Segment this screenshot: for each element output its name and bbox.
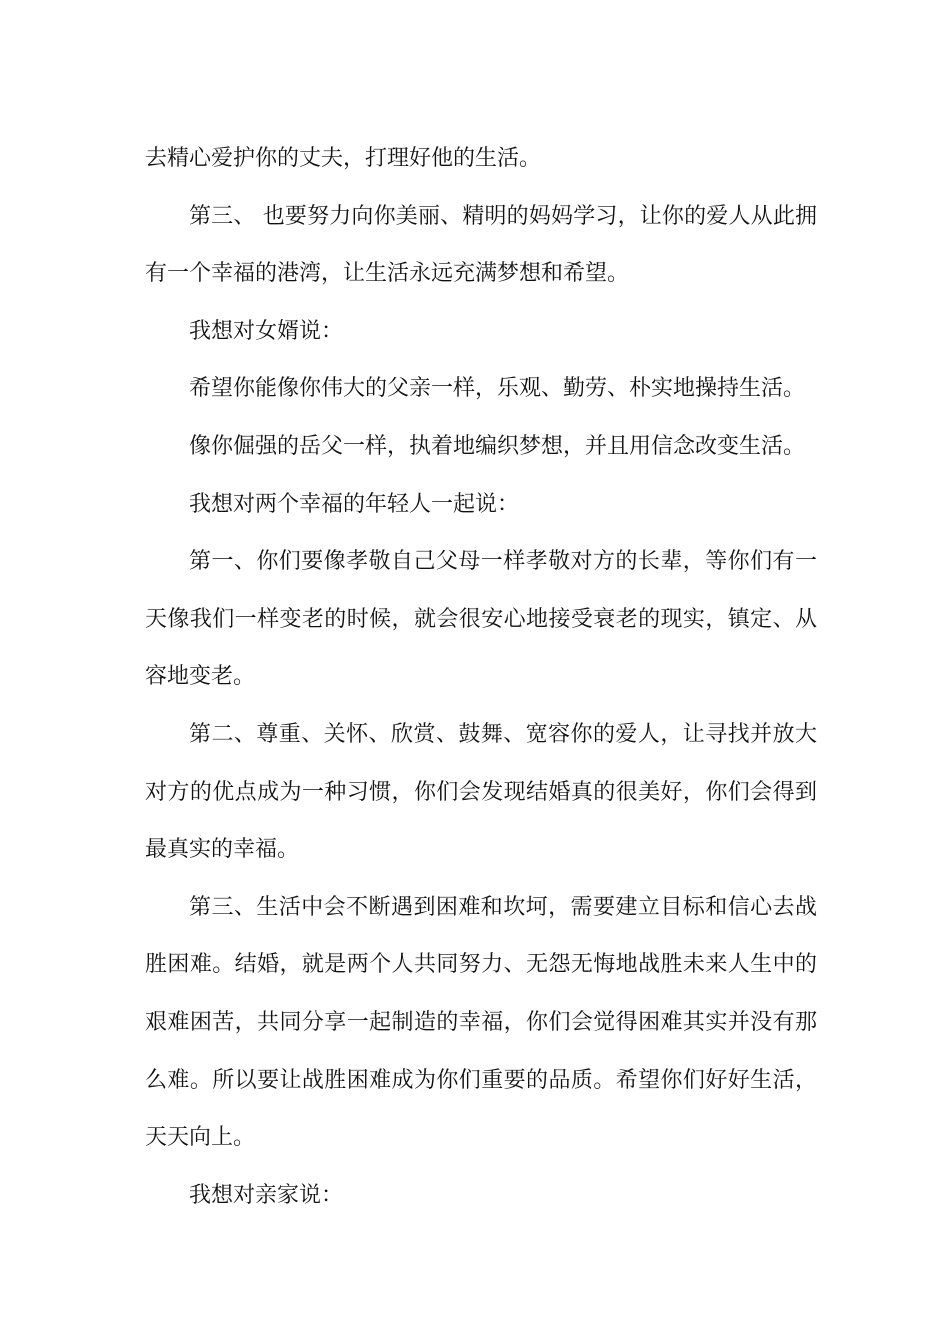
paragraph-2: 第三、 也要努力向你美丽、精明的妈妈学习，让你的爱人从此拥有一个幸福的港湾，让生活永远充满梦想和希望。	[145, 203, 817, 287]
paragraph-10: 我想对亲家说：	[189, 1182, 344, 1208]
paragraph-3: 我想对女婿说：	[189, 318, 344, 344]
paragraph-4: 希望你能像你伟大的父亲一样，乐观、勤劳、朴实地操持生活。	[189, 376, 806, 402]
paragraph-5: 像你倔强的岳父一样，执着地编织梦想，并且用信念改变生活。	[189, 433, 806, 459]
paragraph-1: 去精心爱护你的丈夫，打理好他的生活。	[145, 146, 542, 171]
document-body	[145, 130, 817, 1224]
paragraph-6: 我想对两个幸福的年轻人一起说：	[189, 491, 520, 517]
paragraph-7: 第一、你们要像孝敬自己父母一样孝敬对方的长辈，等你们有一天像我们一样变老的时候，就会很安心地接受衰老的现实，镇定、从容地变老。	[145, 549, 817, 690]
paragraph-9: 第三、生活中会不断遇到困难和坎坷，需要建立目标和信心去战胜困难。结婚，就是两个人共同努力、无怨无悔地战胜未来人生中的艰难困苦，共同分享一起制造的幸福，你们会觉得困难其实并没有那么难。所以要让战胜困难成为你们重要的品质。希望你们好好生活，天天向上。	[145, 894, 817, 1151]
paragraph-8: 第二、尊重、关怀、欣赏、鼓舞、宽容你的爱人，让寻找并放大对方的优点成为一种习惯，你们会发现结婚真的很美好，你们会得到最真实的幸福。	[145, 721, 817, 863]
